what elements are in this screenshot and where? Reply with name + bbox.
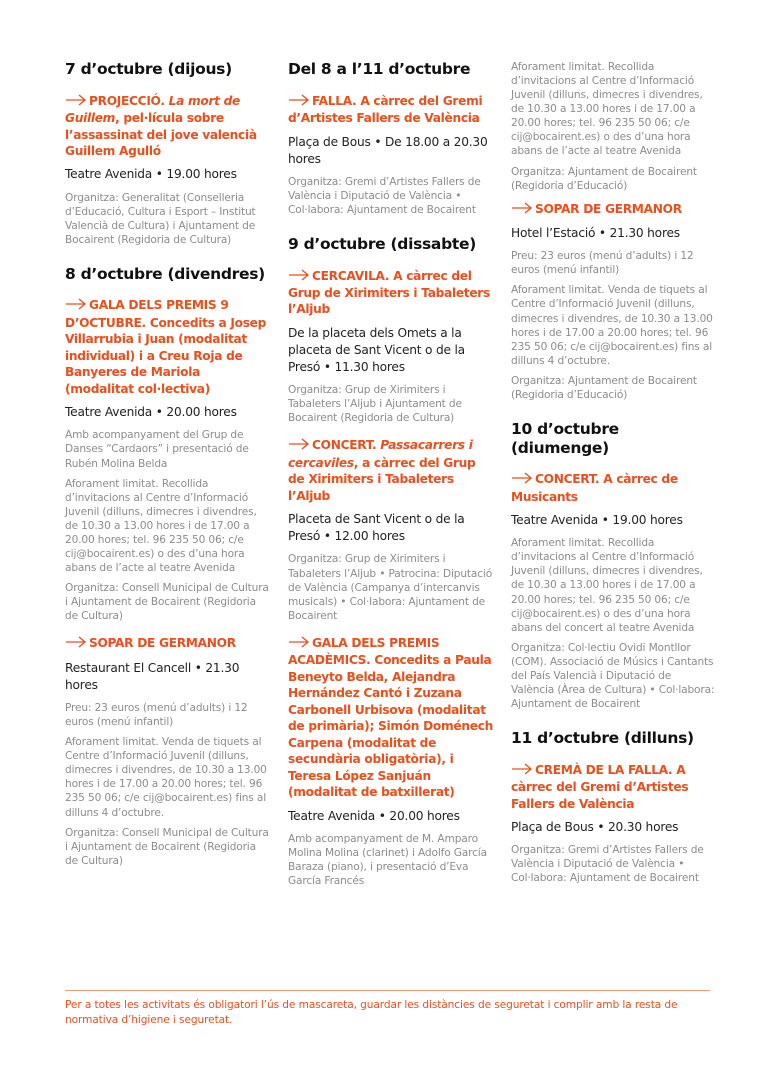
day-heading: 11 d’octubre (dilluns) [511,729,694,748]
column-3 [511,60,716,897]
event-venue-time: Placeta de Sant Vicent o de la Presó • 12.00 hores [288,512,465,544]
event-venue-time: Teatre Avenida • 20.00 hores [65,405,237,420]
event-organizer: Organitza: Grup de Xirimiters i Tabaleters l’Aljub i Ajuntament de Bocairent (Regidoria de Cultura) [288,384,462,425]
event-concert-passacarrers [288,437,493,622]
film-title: La mort de Guillem [65,93,241,126]
event-projection [65,93,270,247]
event-title [288,635,493,801]
event-title-text: SOPAR DE GERMANOR [89,636,236,651]
event-falla [288,93,493,217]
day-heading: 8 d’octubre (divendres) [65,264,265,283]
right-arrow-icon [288,94,310,110]
event-capacity-info: Aforament limitat. Recollida d’invitacions al Centre d’Informació Juvenil (dilluns, dimecres i divendres, de 10.30 a 13.00 hores i de 17.00 a 20.00 hores; tel. 96 235 50 06; c/e cij@bocairent.es) o des d’una hora abans del concert al teatre Avenida [511,537,703,634]
event-organizer: Organitza: Consell Municipal de Cultura i Ajuntament de Bocairent (Regidoria de Cultura) [65,582,269,623]
event-venue-time: Plaça de Bous • De 18.00 a 20.30 hores [288,134,488,166]
event-title-text: CERCAVILA. A càrrec del Grup de Xirimiters i Tabaleters l’Aljub [288,268,490,317]
event-cercavila [288,268,493,426]
event-details: Amb acompanyament del Grup de Danses “Cardaors” i presentació de Rubén Molina Belda [65,429,249,470]
event-gala-academics-continued [511,60,716,193]
event-venue-time: De la placeta dels Omets a la placeta de Sant Vicent o de la Presó • 11.30 hores [288,325,465,375]
event-organizer: Organitza: Gremi d’Artistes Fallers de València i Diputació de València • Col·labora: Ajuntament de Bocairent [288,175,481,216]
event-title [511,201,716,218]
event-title [288,93,493,127]
event-price: Preu: 23 euros (menú d’adults) i 12 euros (menú infantil) [511,250,694,277]
event-details: Amb acompanyament de M. Amparo Molina Molina (clarinet) i Adolfo García Baraza (piano), i presentació d’Eva García Francés [288,832,487,887]
event-organizer: Organitza: Gremi d’Artistes Fallers de València i Diputació de València • Col·labora: Ajuntament de Bocairent [511,844,704,885]
right-arrow-icon [288,636,310,652]
event-concert-musicants [511,471,716,711]
event-venue-time: Teatre Avenida • 20.00 hores [288,808,460,823]
event-gala-academics [288,635,493,888]
event-capacity-info: Aforament limitat. Recollida d’invitacions al Centre d’Informació Juvenil (dilluns, dimecres i divendres, de 10.30 a 13.00 hores i de 17.00 a 20.00 hores; tel. 96 235 50 06; c/e cij@bocairent.es) o des d’una hora abans de l’acte al teatre Avenida [65,477,257,575]
event-title-text: SOPAR DE GERMANOR [535,201,682,216]
day-heading: 7 d’octubre (dijous) [65,60,232,78]
right-arrow-icon [65,94,87,110]
event-gala-9-octubre [65,297,270,623]
column-2 [288,60,493,900]
event-ticket-info: Aforament limitat. Venda de tiquets al Centre d’Informació Juvenil (dilluns, dimecres i divendres, de 10.30 a 13.00 hores i de 17.00 a 20.00 hores; tel. 96 235 50 06; c/e cij@bocairent.es) fins al dilluns 4 d’octubre. [65,736,267,819]
event-title [288,268,493,318]
event-title-suffix: , pel·lícula sobre l’assassinat del jove valencià Guillem Agulló [65,111,257,158]
event-organizer: Organitza: Generalitat (Conselleria d’Educació, Cultura i Esport – Institut Valencià de Cultura) i Ajuntament de Bocairent (Regidoria de Cultura) [65,191,256,246]
day-heading: 9 d’octubre (dissabte) [288,234,476,253]
event-title [511,762,716,812]
event-crema-falla [511,762,716,886]
day-heading: 10 d’octubre (diumenge) [511,420,619,457]
event-title-text: FALLA. A càrrec del Gremi d’Artistes Fallers de València [288,93,483,126]
event-organizer: Organitza: Col·lectiu Ovidi Montllor (COM). Associació de Músics i Cantants del País Valencià i Diputació de València (Àrea de Cultura) • Col·labora: Ajuntament de Bocairent [511,641,715,711]
event-organizer: Organitza: Consell Municipal de Cultura i Ajuntament de Bocairent (Regidoria de Cultura) [65,826,269,867]
mask-notice: Per a totes les activitats és obligatori l’ús de mascareta, guardar les distàncies de seguretat i complir amb la resta de normativa d’higiene i seguretat. [65,999,678,1026]
event-capacity-info: Aforament limitat. Recollida d’invitacions al Centre d’Informació Juvenil (dilluns, dimecres i divendres, de 10.30 a 13.00 hores i de 17.00 a 20.00 hores; tel. 96 235 50 06; c/e cij@bocairent.es) o des d’una hora abans de l’acte al teatre Avenida [511,61,703,158]
event-venue-time: Teatre Avenida • 19.00 hores [511,513,683,528]
event-title [288,437,493,504]
event-venue-time: Hotel l’Estació • 21.30 hores [511,226,680,241]
event-title-text: CREMÀ DE LA FALLA. A càrrec del Gremi d’Artistes Fallers de València [511,762,689,811]
event-venue-time: Plaça de Bous • 20.30 hores [511,820,679,835]
event-dinner [65,635,270,867]
right-arrow-icon [65,298,87,314]
event-title [511,471,716,505]
event-title [65,635,270,652]
event-venue-time: Teatre Avenida • 19.00 hores [65,167,237,182]
right-arrow-icon [511,763,533,779]
event-title-suffix: , a càrrec del Grup de Xirimiters i Tabaleters l’Aljub [288,455,476,503]
footer-divider [65,990,710,991]
event-title-prefix: CONCERT. [312,438,381,453]
event-dinner [511,201,716,402]
column-1 [65,60,270,880]
event-organizer: Organitza: Ajuntament de Bocairent (Regidoria d’Educació) [511,165,697,192]
event-title [65,297,270,397]
event-ticket-info: Aforament limitat. Venda de tiquets al Centre d’Informació Juvenil (dilluns, dimecres i divendres, de 10.30 a 13.00 hores i de 17.00 a 20.00 hores; tel. 96 235 50 06; c/e cij@bocairent.es) fins al dilluns 4 d’octubre. [511,284,713,367]
event-title [65,93,270,160]
event-title-text: GALA DELS PREMIS 9 D’OCTUBRE. Concedits a Josep Villarrubia i Juan (modalitat individual) i a Creu Roja de Banyeres de Mariola (modalitat col·lectiva) [65,298,267,396]
event-organizer: Organitza: Grup de Xirimiters i Tabaleters l’Aljub • Patrocina: Diputació de València (Campanya d’intercanvis musicals) • Col·labora: Ajuntament de Bocairent [288,553,493,622]
right-arrow-icon [288,438,310,454]
event-price: Preu: 23 euros (menú d’adults) i 12 euros (menú infantil) [65,701,248,729]
event-organizer: Organitza: Ajuntament de Bocairent (Regidoria d’Educació) [511,374,697,401]
right-arrow-icon [511,472,533,488]
event-title-prefix: PROJECCIÓ. [89,93,169,108]
day-heading: Del 8 a l’11 d’octubre [288,60,471,78]
right-arrow-icon [288,269,310,285]
event-title-text: GALA DELS PREMIS ACADÈMICS. Concedits a Paula Beneyto Belda, Alejandra Hernández Cantó i Zuzana Carbonell Urbisova (modalitat de primària); Simón Doménech Carpena (modalitat de secundària obligatòria), i Teresa López Sanjuán (modalitat de batxillerat) [288,635,494,800]
right-arrow-icon [65,636,87,652]
event-venue-time: Restaurant El Cancell • 21.30 hores [65,660,240,692]
concert-title: Passacarrers i cercaviles [288,438,473,470]
event-title-text: CONCERT. A càrrec de Musicants [511,472,678,504]
right-arrow-icon [511,202,533,218]
